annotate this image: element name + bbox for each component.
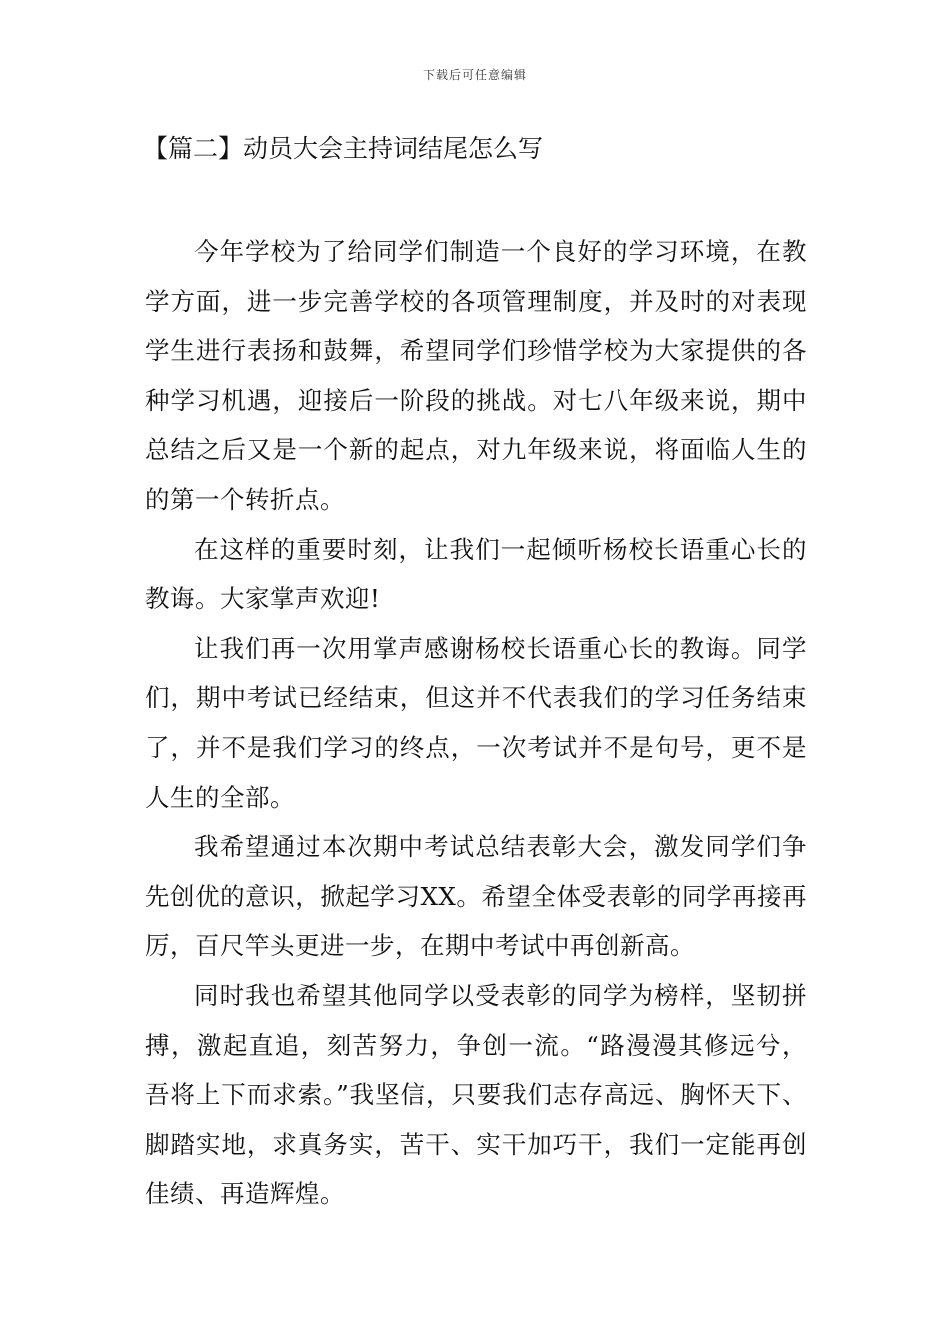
header-note: 下载后可任意编辑 bbox=[422, 68, 527, 82]
paragraph-2: 在这样的重要时刻，让我们一起倾听杨校长语重心长的教诲。大家掌声欢迎! bbox=[145, 534, 807, 614]
document-body bbox=[145, 227, 807, 1219]
paragraph-3: 让我们再一次用掌声感谢杨校长语重心长的教诲。同学们，期中考试已经结束，但这并不代表我们的学习任务结束了，并不是我们学习的终点，一次考试并不是句号，更不是人生的全部。 bbox=[145, 633, 807, 812]
paragraph-1: 今年学校为了给同学们制造一个良好的学习环境，在教学方面，进一步完善学校的各项管理制度，并及时的对表现学生进行表扬和鼓舞，希望同学们珍惜学校为大家提供的各种学习机遇，迎接后一阶段的挑战。对七八年级来说，期中总结之后又是一个新的起点，对九年级来说，将面临人生的的第一个转折点。 bbox=[145, 237, 807, 514]
paragraph-5: 同时我也希望其他同学以受表彰的同学为榜样，坚韧拼搏，激起直追，刻苦努力，争创一流。“路漫漫其修远兮，吾将上下而求索。”我坚信，只要我们志存高远、胸怀天下、脚踏实地，求真务实，苦干、实干加巧干，我们一定能再创佳绩、再造辉煌。 bbox=[145, 980, 807, 1209]
paragraph-4: 我希望通过本次期中考试总结表彰大会，激发同学们争先创优的意识，掀起学习XX。希望全体受表彰的同学再接再厉，百尺竿头更进一步，在期中考试中再创新高。 bbox=[145, 832, 807, 961]
document-title: 【篇二】动员大会主持词结尾怎么写 bbox=[143, 134, 544, 163]
